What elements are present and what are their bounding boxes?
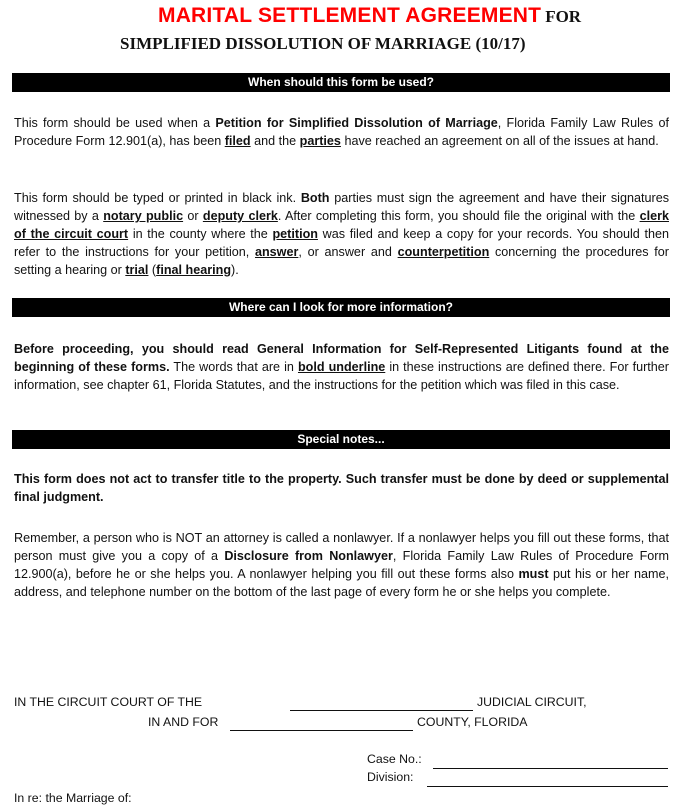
term-trial: trial	[125, 263, 149, 277]
section-heading-when-used: When should this form be used?	[12, 73, 670, 92]
section-heading-more-info: Where can I look for more information?	[12, 298, 670, 317]
text: ).	[231, 263, 239, 277]
title-suffix: FOR	[545, 7, 582, 26]
term-deputy-clerk: deputy clerk	[202, 209, 278, 223]
term-filed: filed	[224, 134, 251, 148]
text: Remember, a person who is NOT an attorney is called a nonlawyer. If a nonlawyer helps you fill out these forms, that person must give you a copy of a	[14, 531, 669, 563]
text-bold: must	[518, 567, 549, 581]
section-heading-special-notes: Special notes...	[12, 430, 670, 449]
in-and-for-label: IN AND FOR	[148, 715, 219, 729]
division-field[interactable]	[427, 786, 668, 787]
paragraph-more-info	[14, 340, 669, 394]
text: The words that are in	[169, 360, 298, 374]
term-notary-public: notary public	[103, 209, 184, 223]
text: parties must sign the agreement and have their signatures witnessed by a	[14, 191, 669, 223]
text: in the county where the	[128, 227, 273, 241]
text: , Florida Family Law Rules of Procedure Form 12.901(a), has been	[14, 116, 669, 148]
text-bold: Before proceeding, you should read General Information for Self-Represented Litigants found at the beginning of these forms.	[14, 342, 669, 374]
petition-form-name: Petition for Simplified Dissolution of Marriage	[215, 116, 498, 130]
case-no-label: Case No.:	[367, 752, 422, 766]
text: This form should be typed or printed in black ink.	[14, 191, 301, 205]
text: . After completing this form, you should file the original with the	[277, 209, 640, 223]
case-no-field[interactable]	[433, 768, 668, 769]
division-label: Division:	[367, 770, 414, 784]
paragraph-special-notes-2	[14, 529, 669, 601]
judicial-circuit-label: JUDICIAL CIRCUIT,	[477, 695, 587, 709]
term-clerk-of-circuit-court: clerk of the circuit court	[14, 209, 669, 241]
disclosure-form-name: Disclosure from Nonlawyer	[224, 549, 393, 563]
circuit-court-label: IN THE CIRCUIT COURT OF THE	[14, 695, 203, 709]
judicial-circuit-field[interactable]	[290, 710, 473, 711]
text-bold: Both	[300, 191, 330, 205]
text-bold: This form does not act to transfer title to the property. Such transfer must be done by deed or supplemental final judgment.	[14, 472, 669, 504]
paragraph-special-notes-1	[14, 470, 669, 506]
text: have reached an agreement on all of the issues at hand.	[340, 134, 659, 148]
text: and the	[250, 134, 300, 148]
term-counterpetition: counterpetition	[397, 245, 490, 259]
county-field[interactable]	[230, 730, 413, 731]
term-parties: parties	[299, 134, 341, 148]
paragraph-when-used-2	[14, 189, 669, 279]
term-petition: petition	[272, 227, 318, 241]
paragraph-when-used-1	[14, 114, 669, 150]
text: or	[183, 209, 203, 223]
term-final-hearing: final hearing	[156, 263, 232, 277]
text: , Florida Family Law Rules of Procedure Form 12.900(a), before he or she helps you. A nonlawyer helping you fill out these forms also	[14, 549, 669, 581]
document-title	[158, 4, 581, 28]
text: was filed and keep a copy for your records. You should then refer to the instructions for your petition,	[14, 227, 669, 259]
title-main: MARITAL SETTLEMENT AGREEMENT	[158, 4, 542, 27]
term-answer: answer	[254, 245, 299, 259]
text: , or answer and	[298, 245, 398, 259]
text: (	[148, 263, 157, 277]
county-florida-label: COUNTY, FLORIDA	[417, 715, 528, 729]
text: in these instructions are defined there. For further information, see chapter 61, Florida Statutes, and the instructions for the petition which was filed in this case.	[14, 360, 669, 392]
text: This form should be used when a	[14, 116, 216, 130]
marriage-of-label: In re: the Marriage of:	[14, 791, 132, 805]
text: concerning the procedures for setting a hearing or	[14, 245, 669, 277]
term-bold-underline: bold underline	[297, 360, 386, 374]
text: put his or her name, address, and telephone number on the bottom of the last page of every form he or she helps you complete.	[14, 567, 669, 599]
document-subtitle: SIMPLIFIED DISSOLUTION OF MARRIAGE (10/17)	[120, 34, 526, 53]
